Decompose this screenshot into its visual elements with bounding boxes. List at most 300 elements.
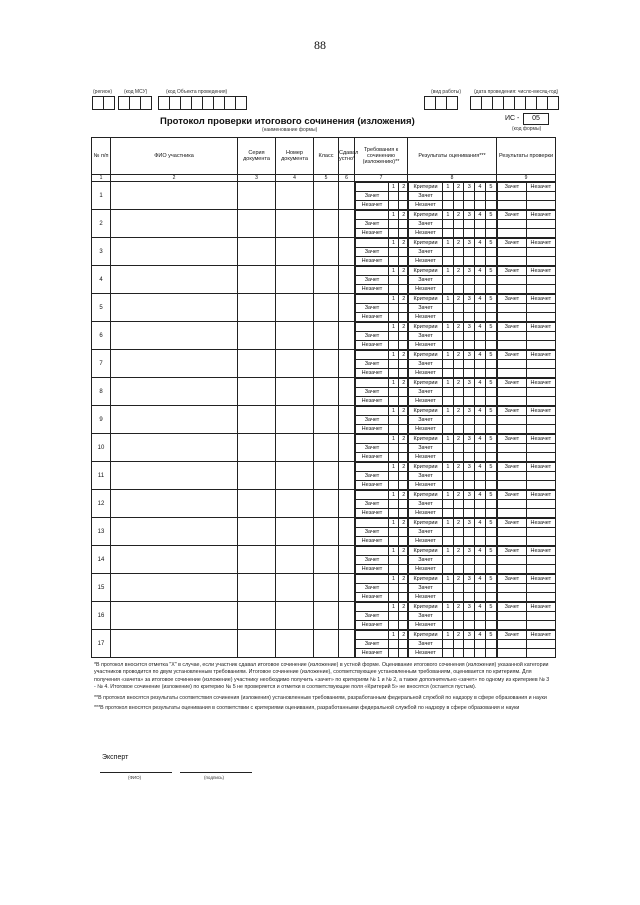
criterion-pass[interactable] (453, 220, 464, 229)
result-pass-box[interactable] (498, 500, 527, 509)
doc-number-cell[interactable] (276, 350, 314, 378)
req-pass-1[interactable] (389, 640, 399, 649)
fio-cell[interactable] (111, 322, 238, 350)
criterion-pass[interactable] (485, 388, 496, 397)
result-pass-box[interactable] (498, 612, 527, 621)
result-pass-box[interactable] (498, 472, 527, 481)
req-pass-1[interactable] (389, 528, 399, 537)
oral-cell[interactable] (339, 378, 355, 406)
criterion-fail[interactable] (464, 565, 475, 574)
req-pass-1[interactable] (389, 360, 399, 369)
criterion-fail[interactable] (443, 397, 454, 406)
criterion-fail[interactable] (464, 621, 475, 630)
criterion-fail[interactable] (464, 201, 475, 210)
fio-cell[interactable] (111, 546, 238, 574)
criterion-pass[interactable] (443, 500, 454, 509)
result-fail-box[interactable] (526, 416, 555, 425)
criterion-fail[interactable] (475, 257, 486, 266)
result-fail-box[interactable] (526, 304, 555, 313)
criterion-fail[interactable] (453, 285, 464, 294)
oral-cell[interactable] (339, 574, 355, 602)
result-fail-box[interactable] (526, 388, 555, 397)
fio-cell[interactable] (111, 630, 238, 658)
criterion-pass[interactable] (475, 472, 486, 481)
criterion-fail[interactable] (453, 229, 464, 238)
class-cell[interactable] (314, 238, 339, 266)
criterion-fail[interactable] (443, 593, 454, 602)
class-cell[interactable] (314, 546, 339, 574)
req-pass-1[interactable] (389, 584, 399, 593)
series-cell[interactable] (238, 574, 276, 602)
criterion-fail[interactable] (443, 341, 454, 350)
result-pass-box[interactable] (498, 640, 527, 649)
fio-cell[interactable] (111, 182, 238, 210)
criterion-pass[interactable] (475, 500, 486, 509)
criterion-fail[interactable] (464, 369, 475, 378)
class-cell[interactable] (314, 602, 339, 630)
result-fail-box[interactable] (526, 640, 555, 649)
result-pass-box[interactable] (498, 444, 527, 453)
fio-cell[interactable] (111, 406, 238, 434)
series-cell[interactable] (238, 602, 276, 630)
criterion-pass[interactable] (443, 556, 454, 565)
result-fail-box[interactable] (526, 528, 555, 537)
series-cell[interactable] (238, 350, 276, 378)
class-cell[interactable] (314, 350, 339, 378)
result-fail-box[interactable] (526, 444, 555, 453)
oral-cell[interactable] (339, 406, 355, 434)
criterion-fail[interactable] (475, 509, 486, 518)
criterion-pass[interactable] (464, 416, 475, 425)
criterion-pass[interactable] (464, 556, 475, 565)
series-cell[interactable] (238, 322, 276, 350)
doc-number-cell[interactable] (276, 630, 314, 658)
series-cell[interactable] (238, 210, 276, 238)
criterion-pass[interactable] (453, 472, 464, 481)
criterion-pass[interactable] (475, 304, 486, 313)
oral-cell[interactable] (339, 602, 355, 630)
criterion-fail[interactable] (464, 593, 475, 602)
criterion-pass[interactable] (464, 640, 475, 649)
result-pass-box[interactable] (498, 276, 527, 285)
result-fail-box[interactable] (526, 248, 555, 257)
criterion-fail[interactable] (485, 593, 496, 602)
criterion-fail[interactable] (485, 621, 496, 630)
class-cell[interactable] (314, 266, 339, 294)
doc-number-cell[interactable] (276, 602, 314, 630)
criterion-fail[interactable] (475, 229, 486, 238)
criterion-pass[interactable] (464, 248, 475, 257)
criterion-pass[interactable] (475, 248, 486, 257)
doc-number-cell[interactable] (276, 406, 314, 434)
series-cell[interactable] (238, 182, 276, 210)
criterion-pass[interactable] (475, 528, 486, 537)
criterion-pass[interactable] (453, 416, 464, 425)
criterion-pass[interactable] (453, 556, 464, 565)
series-cell[interactable] (238, 546, 276, 574)
criterion-pass[interactable] (443, 444, 454, 453)
req-fail-1[interactable] (389, 649, 399, 658)
fio-cell[interactable] (111, 518, 238, 546)
criterion-pass[interactable] (475, 416, 486, 425)
criterion-pass[interactable] (443, 332, 454, 341)
criterion-fail[interactable] (485, 425, 496, 434)
criterion-pass[interactable] (453, 388, 464, 397)
criterion-fail[interactable] (453, 565, 464, 574)
criterion-fail[interactable] (475, 369, 486, 378)
criterion-pass[interactable] (443, 220, 454, 229)
req-pass-1[interactable] (389, 612, 399, 621)
class-cell[interactable] (314, 406, 339, 434)
criterion-fail[interactable] (475, 201, 486, 210)
criterion-pass[interactable] (453, 248, 464, 257)
criterion-fail[interactable] (443, 481, 454, 490)
criterion-fail[interactable] (453, 453, 464, 462)
doc-number-cell[interactable] (276, 574, 314, 602)
criterion-pass[interactable] (453, 612, 464, 621)
criterion-fail[interactable] (475, 425, 486, 434)
criterion-pass[interactable] (485, 556, 496, 565)
criterion-pass[interactable] (453, 640, 464, 649)
oral-cell[interactable] (339, 350, 355, 378)
criterion-fail[interactable] (443, 425, 454, 434)
criterion-pass[interactable] (485, 220, 496, 229)
fio-cell[interactable] (111, 238, 238, 266)
result-pass-box[interactable] (498, 388, 527, 397)
fio-cell[interactable] (111, 378, 238, 406)
result-pass-box[interactable] (498, 248, 527, 257)
series-cell[interactable] (238, 238, 276, 266)
series-cell[interactable] (238, 266, 276, 294)
series-cell[interactable] (238, 490, 276, 518)
criterion-fail[interactable] (485, 201, 496, 210)
req-pass-1[interactable] (389, 276, 399, 285)
fio-cell[interactable] (111, 490, 238, 518)
doc-number-cell[interactable] (276, 518, 314, 546)
oral-cell[interactable] (339, 266, 355, 294)
req-fail-1[interactable] (389, 285, 399, 294)
oral-cell[interactable] (339, 210, 355, 238)
series-cell[interactable] (238, 518, 276, 546)
criterion-fail[interactable] (443, 257, 454, 266)
oral-cell[interactable] (339, 630, 355, 658)
criterion-pass[interactable] (485, 416, 496, 425)
series-cell[interactable] (238, 434, 276, 462)
criterion-pass[interactable] (453, 332, 464, 341)
fio-cell[interactable] (111, 210, 238, 238)
result-fail-box[interactable] (526, 192, 555, 201)
criterion-fail[interactable] (443, 509, 454, 518)
fio-cell[interactable] (111, 574, 238, 602)
result-fail-box[interactable] (526, 472, 555, 481)
criterion-fail[interactable] (443, 621, 454, 630)
doc-number-cell[interactable] (276, 378, 314, 406)
criterion-fail[interactable] (485, 285, 496, 294)
criterion-fail[interactable] (475, 537, 486, 546)
class-cell[interactable] (314, 294, 339, 322)
criterion-pass[interactable] (475, 556, 486, 565)
criterion-pass[interactable] (485, 248, 496, 257)
result-pass-box[interactable] (498, 192, 527, 201)
criterion-pass[interactable] (443, 472, 454, 481)
criterion-fail[interactable] (443, 369, 454, 378)
criterion-pass[interactable] (464, 612, 475, 621)
criterion-pass[interactable] (464, 220, 475, 229)
criterion-pass[interactable] (475, 388, 486, 397)
req-fail-1[interactable] (389, 229, 399, 238)
criterion-pass[interactable] (453, 304, 464, 313)
criterion-fail[interactable] (453, 201, 464, 210)
criterion-fail[interactable] (485, 341, 496, 350)
criterion-fail[interactable] (464, 649, 475, 658)
criterion-pass[interactable] (443, 640, 454, 649)
req-fail-1[interactable] (389, 257, 399, 266)
criterion-fail[interactable] (443, 229, 454, 238)
req-fail-1[interactable] (389, 201, 399, 210)
req-fail-1[interactable] (389, 313, 399, 322)
criterion-pass[interactable] (485, 360, 496, 369)
criterion-pass[interactable] (485, 612, 496, 621)
criterion-fail[interactable] (453, 369, 464, 378)
criterion-fail[interactable] (485, 509, 496, 518)
criterion-pass[interactable] (485, 276, 496, 285)
criterion-fail[interactable] (475, 481, 486, 490)
criterion-fail[interactable] (464, 453, 475, 462)
criterion-pass[interactable] (475, 192, 486, 201)
result-fail-box[interactable] (526, 276, 555, 285)
oral-cell[interactable] (339, 238, 355, 266)
oral-cell[interactable] (339, 462, 355, 490)
criterion-pass[interactable] (453, 444, 464, 453)
criterion-fail[interactable] (464, 425, 475, 434)
result-fail-box[interactable] (526, 220, 555, 229)
criterion-fail[interactable] (443, 565, 454, 574)
criterion-pass[interactable] (453, 360, 464, 369)
criterion-pass[interactable] (453, 276, 464, 285)
criterion-pass[interactable] (443, 304, 454, 313)
fio-cell[interactable] (111, 350, 238, 378)
criterion-pass[interactable] (443, 360, 454, 369)
class-cell[interactable] (314, 210, 339, 238)
criterion-fail[interactable] (464, 481, 475, 490)
criterion-fail[interactable] (464, 397, 475, 406)
criterion-fail[interactable] (464, 313, 475, 322)
criterion-pass[interactable] (485, 444, 496, 453)
criterion-fail[interactable] (475, 565, 486, 574)
criterion-fail[interactable] (453, 621, 464, 630)
criterion-pass[interactable] (485, 584, 496, 593)
oral-cell[interactable] (339, 518, 355, 546)
doc-number-cell[interactable] (276, 294, 314, 322)
criterion-fail[interactable] (443, 453, 454, 462)
req-fail-1[interactable] (389, 621, 399, 630)
class-cell[interactable] (314, 630, 339, 658)
criterion-fail[interactable] (464, 285, 475, 294)
series-cell[interactable] (238, 294, 276, 322)
class-cell[interactable] (314, 462, 339, 490)
criterion-pass[interactable] (443, 248, 454, 257)
criterion-pass[interactable] (443, 612, 454, 621)
req-pass-1[interactable] (389, 416, 399, 425)
criterion-fail[interactable] (485, 369, 496, 378)
class-cell[interactable] (314, 490, 339, 518)
doc-number-cell[interactable] (276, 462, 314, 490)
class-cell[interactable] (314, 574, 339, 602)
criterion-pass[interactable] (485, 528, 496, 537)
criterion-fail[interactable] (475, 313, 486, 322)
criterion-pass[interactable] (475, 276, 486, 285)
criterion-fail[interactable] (485, 229, 496, 238)
result-pass-box[interactable] (498, 220, 527, 229)
criterion-fail[interactable] (443, 201, 454, 210)
criterion-pass[interactable] (443, 584, 454, 593)
class-cell[interactable] (314, 322, 339, 350)
criterion-pass[interactable] (464, 192, 475, 201)
criterion-pass[interactable] (443, 276, 454, 285)
fio-cell[interactable] (111, 602, 238, 630)
doc-number-cell[interactable] (276, 182, 314, 210)
result-pass-box[interactable] (498, 332, 527, 341)
result-fail-box[interactable] (526, 332, 555, 341)
criterion-pass[interactable] (475, 444, 486, 453)
oral-cell[interactable] (339, 294, 355, 322)
oral-cell[interactable] (339, 182, 355, 210)
doc-number-cell[interactable] (276, 546, 314, 574)
criterion-pass[interactable] (464, 472, 475, 481)
series-cell[interactable] (238, 378, 276, 406)
oral-cell[interactable] (339, 434, 355, 462)
oral-cell[interactable] (339, 490, 355, 518)
criterion-fail[interactable] (485, 481, 496, 490)
criterion-fail[interactable] (485, 537, 496, 546)
criterion-pass[interactable] (464, 332, 475, 341)
criterion-pass[interactable] (475, 332, 486, 341)
criterion-fail[interactable] (453, 341, 464, 350)
criterion-pass[interactable] (443, 528, 454, 537)
criterion-fail[interactable] (453, 593, 464, 602)
criterion-fail[interactable] (475, 341, 486, 350)
criterion-pass[interactable] (475, 360, 486, 369)
req-pass-1[interactable] (389, 332, 399, 341)
criterion-pass[interactable] (464, 584, 475, 593)
criterion-pass[interactable] (453, 500, 464, 509)
criterion-pass[interactable] (485, 500, 496, 509)
criterion-fail[interactable] (453, 509, 464, 518)
doc-number-cell[interactable] (276, 434, 314, 462)
criterion-fail[interactable] (485, 397, 496, 406)
req-fail-1[interactable] (389, 397, 399, 406)
req-pass-1[interactable] (389, 472, 399, 481)
criterion-fail[interactable] (443, 313, 454, 322)
criterion-fail[interactable] (475, 649, 486, 658)
criterion-fail[interactable] (443, 285, 454, 294)
criterion-fail[interactable] (453, 257, 464, 266)
criterion-fail[interactable] (485, 649, 496, 658)
req-pass-1[interactable] (389, 192, 399, 201)
criterion-pass[interactable] (464, 304, 475, 313)
criterion-pass[interactable] (453, 584, 464, 593)
criterion-fail[interactable] (464, 509, 475, 518)
criterion-pass[interactable] (443, 192, 454, 201)
series-cell[interactable] (238, 630, 276, 658)
result-pass-box[interactable] (498, 584, 527, 593)
req-fail-1[interactable] (389, 593, 399, 602)
result-pass-box[interactable] (498, 416, 527, 425)
criterion-pass[interactable] (485, 332, 496, 341)
req-fail-1[interactable] (389, 453, 399, 462)
oral-cell[interactable] (339, 546, 355, 574)
criterion-fail[interactable] (443, 537, 454, 546)
result-fail-box[interactable] (526, 500, 555, 509)
criterion-fail[interactable] (464, 537, 475, 546)
criterion-pass[interactable] (443, 388, 454, 397)
criterion-pass[interactable] (485, 304, 496, 313)
criterion-pass[interactable] (464, 388, 475, 397)
criterion-fail[interactable] (443, 649, 454, 658)
doc-number-cell[interactable] (276, 490, 314, 518)
criterion-fail[interactable] (453, 397, 464, 406)
criterion-pass[interactable] (475, 640, 486, 649)
criterion-pass[interactable] (485, 640, 496, 649)
criterion-pass[interactable] (475, 612, 486, 621)
result-pass-box[interactable] (498, 528, 527, 537)
class-cell[interactable] (314, 518, 339, 546)
req-fail-1[interactable] (389, 565, 399, 574)
criterion-pass[interactable] (453, 192, 464, 201)
criterion-pass[interactable] (453, 528, 464, 537)
fio-cell[interactable] (111, 294, 238, 322)
fio-cell[interactable] (111, 266, 238, 294)
result-fail-box[interactable] (526, 612, 555, 621)
doc-number-cell[interactable] (276, 238, 314, 266)
result-fail-box[interactable] (526, 360, 555, 369)
req-pass-1[interactable] (389, 304, 399, 313)
criterion-pass[interactable] (464, 360, 475, 369)
class-cell[interactable] (314, 182, 339, 210)
criterion-fail[interactable] (453, 537, 464, 546)
criterion-pass[interactable] (443, 416, 454, 425)
req-fail-1[interactable] (389, 341, 399, 350)
result-fail-box[interactable] (526, 556, 555, 565)
criterion-fail[interactable] (485, 257, 496, 266)
result-fail-box[interactable] (526, 584, 555, 593)
criterion-fail[interactable] (453, 481, 464, 490)
req-fail-1[interactable] (389, 481, 399, 490)
criterion-pass[interactable] (475, 584, 486, 593)
series-cell[interactable] (238, 462, 276, 490)
req-pass-1[interactable] (389, 248, 399, 257)
result-pass-box[interactable] (498, 360, 527, 369)
fio-cell[interactable] (111, 434, 238, 462)
doc-number-cell[interactable] (276, 266, 314, 294)
doc-number-cell[interactable] (276, 322, 314, 350)
criterion-pass[interactable] (475, 220, 486, 229)
criterion-fail[interactable] (485, 565, 496, 574)
criterion-fail[interactable] (475, 397, 486, 406)
criterion-fail[interactable] (453, 313, 464, 322)
result-pass-box[interactable] (498, 556, 527, 565)
criterion-fail[interactable] (453, 425, 464, 434)
criterion-fail[interactable] (464, 341, 475, 350)
criterion-fail[interactable] (485, 313, 496, 322)
criterion-pass[interactable] (464, 528, 475, 537)
criterion-fail[interactable] (464, 229, 475, 238)
req-fail-1[interactable] (389, 537, 399, 546)
req-fail-1[interactable] (389, 425, 399, 434)
req-pass-1[interactable] (389, 220, 399, 229)
criterion-fail[interactable] (475, 285, 486, 294)
req-pass-1[interactable] (389, 444, 399, 453)
